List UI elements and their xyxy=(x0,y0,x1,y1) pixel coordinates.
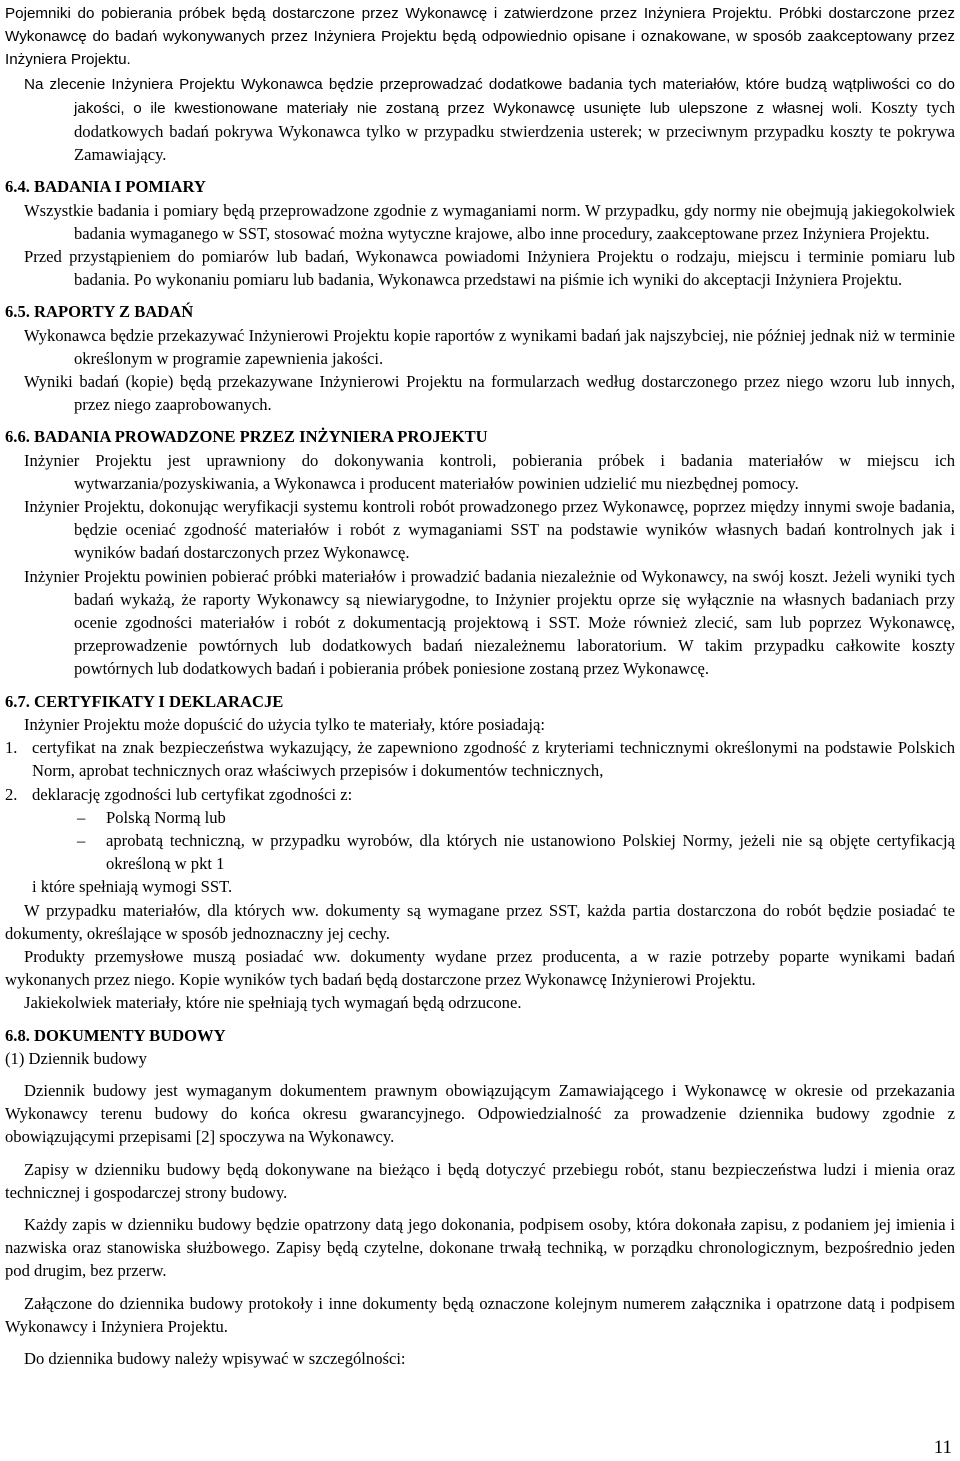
intro-paragraph-1: Pojemniki do pobierania próbek będą dostarczone przez Wykonawcę i zatwierdzone przez Inżyniera Projektu. Próbki dostarczone przez Wykonawcę do badań wykonywanych przez Inżyniera Projektu będą odpowiednio opisane i oznakowane, w sposób zaakceptowany przez Inżyniera Projektu. xyxy=(5,5,955,69)
intro-paragraph-2 xyxy=(5,72,955,167)
section-6-6-paragraph-3: Inżynier Projektu powinien pobierać próbki materiałów i prowadzić badania niezależnie od Wykonawcy, na swój koszt. Jeżeli wyniki tych badań wykażą, że raporty Wykonawcy są niewiarygodne, to Inżynier projektu oprze się wyłącznie na własnych badaniach przy ocenie zgodności materiałów i robót z dokumentacją projektową i SST. Może również zlecić, sam lub poprzez Wykonawcę, przeprowadzenie powtórnych lub dodatkowych badań niezależnemu laboratorium. W takim przypadku całkowite koszty powtórnych lub dodatkowych badań i pobierania próbek poniesione zostaną przez Wykonawcę. xyxy=(24,566,955,679)
section-6-5-paragraph-1: Wykonawca będzie przekazywać Inżynierowi Projektu kopie raportów z wynikami badań jak najszybciej, nie później jednak niż w terminie określonym w programie zapewnienia jakości. xyxy=(24,325,955,368)
section-6-7-paragraph-b: Produkty przemysłowe muszą posiadać ww. dokumenty wydane przez producenta, a w razie potrzeby poparte wynikami badań wykonanych przez niego. Kopie wyników tych badań będą dostarczone przez Wykonawcę Inżynierowi Projektu. xyxy=(5,946,955,990)
section-6-8-subheading: (1) Dziennik budowy xyxy=(5,1048,147,1068)
intro-paragraph-2-sans: Na zlecenie Inżyniera Projektu Wykonawca będzie przeprowadzać dodatkowe badania tych materiałów, które budzą wątpliwości co do jakości, o ile kwestionowane materiały nie zostaną przez Wykonawcę usunięte lub ulepszone z własnej woli. xyxy=(24,75,955,117)
dash-item-1 xyxy=(5,806,955,829)
section-6-7-paragraph-a: W przypadku materiałów, dla których ww. dokumenty są wymagane przez SST, każda partia dostarczona do robót będzie posiadać te dokumenty, określające w sposób jednoznaczny jej cechy. xyxy=(5,900,955,943)
section-6-5-paragraph-2: Wyniki badań (kopie) będą przekazywane Inżynierowi Projektu na formularzach według dostarczonego przez niego wzoru lub innych, przez niego zaaprobowanych. xyxy=(24,372,955,415)
section-6-7-tail: i które spełniają wymogi SST. xyxy=(32,877,233,897)
section-6-8-paragraph-3: Każdy zapis w dzienniku budowy będzie opatrzony datą jego dokonania, podpisem osoby, która dokonała zapisu, z podaniem jej imienia i nazwiska oraz stanowiska służbowego. Zapisy będą czytelne, dokonane trwałą techniką, w porządku chronologicznym, bezpośrednio jeden pod drugim, bez przerw. xyxy=(5,1214,955,1281)
list-item-2-text: deklarację zgodności lub certyfikat zgodności z: xyxy=(32,784,353,804)
dash-bullet: – xyxy=(77,807,86,827)
section-6-6-heading: 6.6. BADANIA PROWADZONE PRZEZ INŻYNIERA PROJEKTU xyxy=(5,427,488,447)
page-number: 11 xyxy=(933,1437,952,1458)
section-6-6-paragraph-2: Inżynier Projektu, dokonując weryfikacji systemu kontroli robót prowadzonego przez Wykonawcę, poprzez między innymi swoje badania, będzie oceniać zgodność materiałów i robót z wymaganiami SST na podstawie wyników własnych badań kontrolnych jak i wyników badań dostarczonych przez Wykonawcę. xyxy=(24,497,955,563)
section-6-5-heading: 6.5. RAPORTY Z BADAŃ xyxy=(5,302,194,322)
section-6-4-paragraph-2: Przed przystąpieniem do pomiarów lub badań, Wykonawca powiadomi Inżyniera Projektu o rodzaju, miejscu i terminie pomiaru lub badania. Po wykonaniu pomiaru lub badania, Wykonawca przedstawi na piśmie ich wyniki do akceptacji Inżyniera Projektu. xyxy=(24,247,955,290)
section-6-8-heading: 6.8. DOKUMENTY BUDOWY xyxy=(5,1025,226,1045)
dash-item-1-text: Polską Normą lub xyxy=(106,807,226,827)
intro-paragraph-2-serif: Koszty tych dodatkowych badań pokrywa Wykonawca tylko w przypadku stwierdzenia usterek; w przeciwnym przypadku koszty te pokrywa Zamawiający. xyxy=(74,97,956,165)
dash-item-2-text: aprobatą techniczną, w przypadku wyrobów, dla których nie ustanowiono Polskiej Normy, jeżeli nie są objęte certyfikacją określoną w pkt 1 xyxy=(106,830,955,874)
list-item-1-text: certyfikat na znak bezpieczeństwa wykazujący, że zapewniono zgodność z kryteriami technicznymi określonymi na podstawie Polskich Norm, aprobat technicznych oraz właściwych przepisów i dokumentów technicznych, xyxy=(32,738,955,781)
list-item-1 xyxy=(5,736,955,782)
list-item-1-number: 1. xyxy=(5,738,18,758)
section-6-8-paragraph-2: Zapisy w dzienniku budowy będą dokonywane na bieżąco i będą dotyczyć przebiegu robót, stanu bezpieczeństwa ludzi i mienia oraz technicznej i gospodarczej strony budowy. xyxy=(5,1159,955,1202)
text-column xyxy=(5,2,955,1370)
dash-bullet: – xyxy=(77,830,86,850)
section-6-6-paragraph-1: Inżynier Projektu jest uprawniony do dokonywania kontroli, pobierania próbek i badania materiałów w miejscu ich wytwarzania/pozyskiwania, a Wykonawca i producent materiałów powinien udzielić mu niezbędnej pomocy. xyxy=(24,450,955,493)
section-6-7-paragraph-c: Jakiekolwiek materiały, które nie spełniają tych wymagań będą odrzucone. xyxy=(24,993,522,1013)
list-item-2 xyxy=(5,783,955,806)
section-6-8-paragraph-5: Do dziennika budowy należy wpisywać w szczególności: xyxy=(24,1348,406,1368)
list-item-2-number: 2. xyxy=(5,784,18,804)
section-6-4-heading: 6.4. BADANIA I POMIARY xyxy=(5,177,206,197)
section-6-8-paragraph-1: Dziennik budowy jest wymaganym dokumentem prawnym obowiązującym Zamawiającego i Wykonawcę w okresie od przekazania Wykonawcy terenu budowy do końca okresu gwarancyjnego. Odpowiedzialność za prowadzenie dziennika budowy zgodnie z obowiązującymi przepisami [2] spoczywa na Wykonawcy. xyxy=(5,1080,955,1147)
section-6-7-heading: 6.7. CERTYFIKATY I DEKLARACJE xyxy=(5,691,284,711)
section-6-7-lead: Inżynier Projektu może dopuścić do użycia tylko te materiały, które posiadają: xyxy=(24,714,545,734)
section-6-4-paragraph-1: Wszystkie badania i pomiary będą przeprowadzone zgodnie z wymaganiami norm. W przypadku, gdy normy nie obejmują jakiegokolwiek badania wymaganego w SST, stosować można wytyczne krajowe, albo inne procedury, zaakceptowane przez Inżyniera Projektu. xyxy=(24,200,955,243)
dash-item-2 xyxy=(5,829,955,875)
section-6-8-paragraph-4: Załączone do dziennika budowy protokoły i inne dokumenty będą oznaczone kolejnym numerem załącznika i opatrzone datą i podpisem Wykonawcy i Inżyniera Projektu. xyxy=(5,1293,955,1336)
